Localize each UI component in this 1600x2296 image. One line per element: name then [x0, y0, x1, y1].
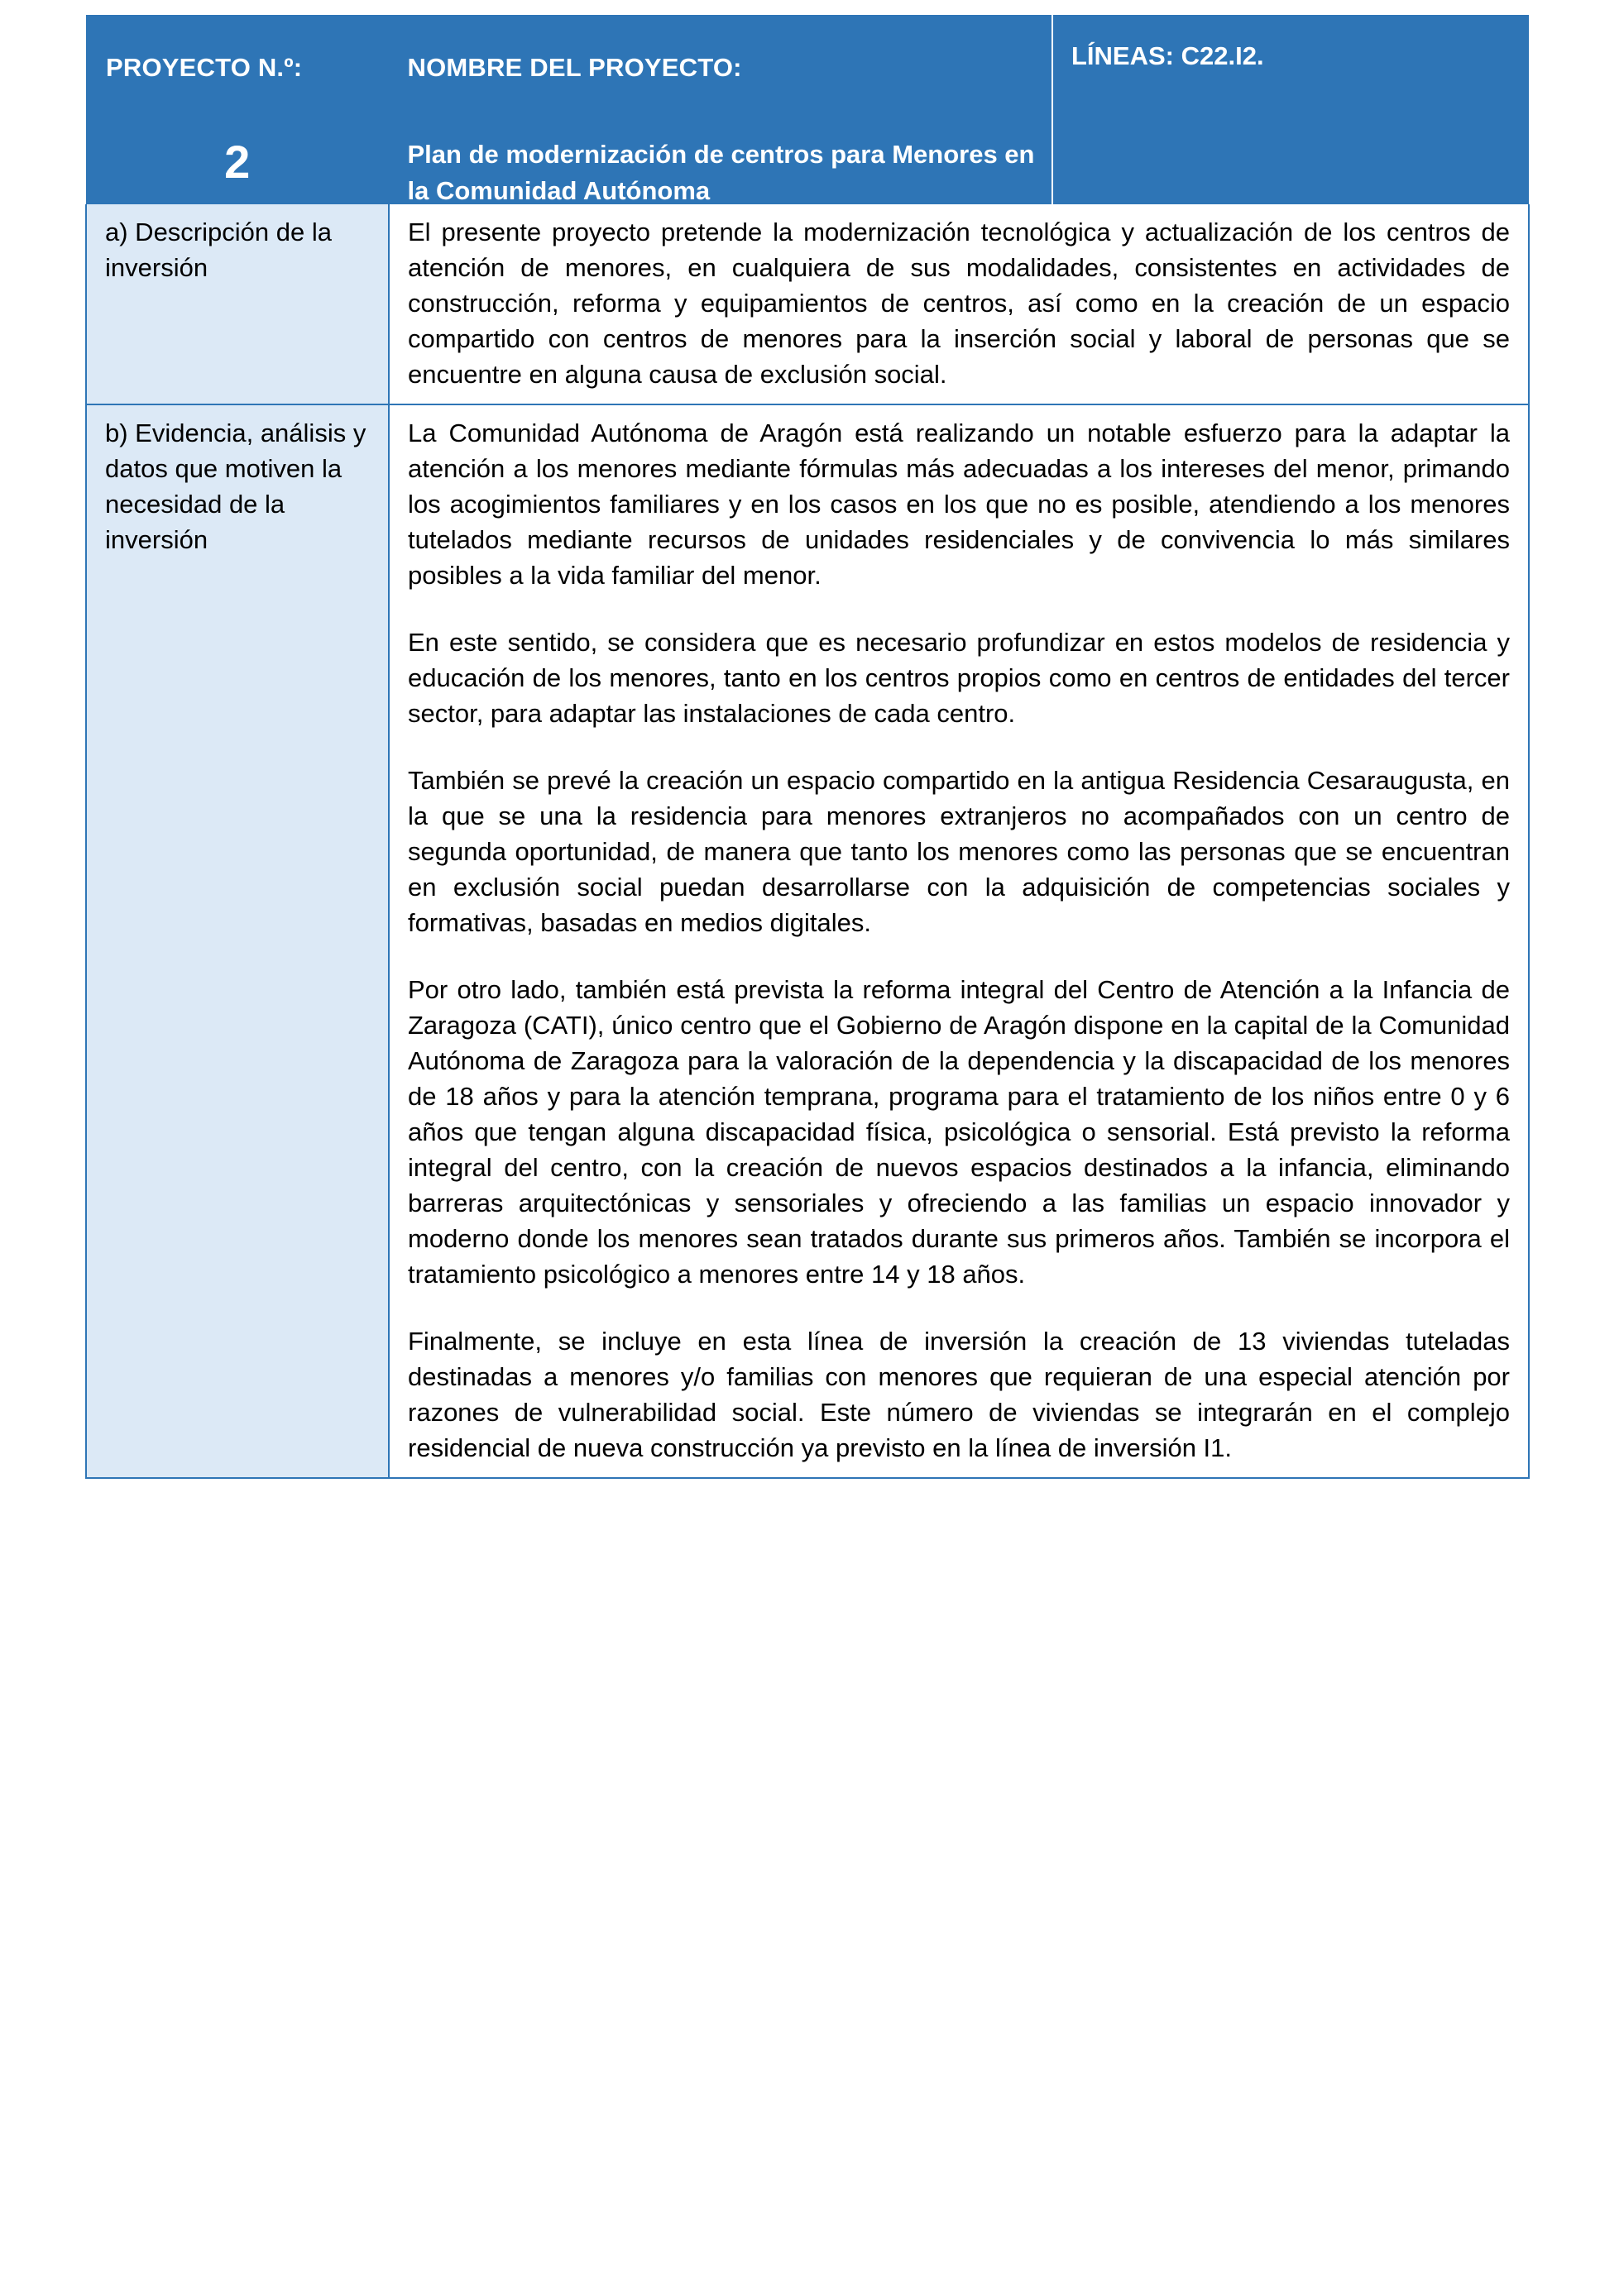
- project-name: Plan de modernización de centros para Menores en la Comunidad Autónoma: [407, 140, 1035, 205]
- evidence-label: b) Evidencia, análisis y datos que motiven la necesidad de la inversión: [86, 404, 389, 1478]
- description-label: a) Descripción de la inversión: [86, 204, 389, 404]
- description-paragraph: El presente proyecto pretende la modernización tecnológica y actualización de los centros de atención de menores, en cualquiera de sus modalidades, consistentes en actividades de construcción, reforma y equipamientos de centros, así como en la creación de un espacio compartido con centros de menores para la inserción social y laboral de personas que se encuentre en alguna causa de exclusión social.: [408, 218, 1510, 389]
- evidence-row: [86, 404, 1529, 1478]
- project-name-label: NOMBRE DEL PROYECTO:: [407, 53, 742, 82]
- lines-cell: [1052, 15, 1529, 204]
- description-row: [86, 204, 1529, 404]
- header-row: [86, 15, 1529, 204]
- evidence-paragraph-1: La Comunidad Autónoma de Aragón está realizando un notable esfuerzo para la adaptar la atención a los menores mediante fórmulas más adecuadas a los intereses del menor, primando los acogimientos familiares y en los casos en los que no es posible, atendiendo a los menores tutelados mediante recursos de unidades residenciales y de convivencia lo más similares posibles a la vida familiar del menor.: [408, 419, 1510, 590]
- lines-label: LÍNEAS: C22.I2.: [1071, 41, 1264, 70]
- evidence-text: [389, 404, 1529, 1478]
- evidence-paragraph-2: En este sentido, se considera que es necesario profundizar en estos modelos de residencia y educación de los menores, tanto en los centros propios como en centros de entidades del tercer sector, para adaptar las instalaciones de cada centro.: [408, 628, 1510, 728]
- project-name-cell: [389, 15, 1052, 204]
- description-text: [389, 204, 1529, 404]
- project-number-label: PROYECTO N.º:: [106, 53, 303, 82]
- evidence-paragraph-3: También se prevé la creación un espacio compartido en la antigua Residencia Cesaraugusta, en la que se una la residencia para menores extranjeros no acompañados con un centro de segunda oportunidad, de manera que tanto los menores como las personas que se encuentran en exclusión social puedan desarrollarse con la adquisición de competencias sociales y formativas, basadas en medios digitales.: [408, 766, 1510, 937]
- project-table: [85, 15, 1530, 1479]
- evidence-paragraph-4: Por otro lado, también está prevista la reforma integral del Centro de Atención a la Infancia de Zaragoza (CATI), único centro que el Gobierno de Aragón dispone en la capital de la Comunidad Autónoma de Zaragoza para la valoración de la dependencia y la discapacidad de los menores de 18 años y para la atención temprana, programa para el tratamiento de los niños entre 0 y 6 años que tengan alguna discapacidad física, psicológica o sensorial. Está previsto la reforma integral del centro, con la creación de nuevos espacios destinados a la infancia, eliminando barreras arquitectónicas y sensoriales y ofreciendo a las familias un espacio innovador y moderno donde los menores sean tratados durante sus primeros años. También se incorpora el tratamiento psicológico a menores entre 14 y 18 años.: [408, 975, 1510, 1289]
- project-number: 2: [224, 136, 251, 188]
- evidence-paragraph-5: Finalmente, se incluye en esta línea de inversión la creación de 13 viviendas tuteladas destinadas a menores y/o familias con menores que requieran de una especial atención por razones de vulnerabilidad social. Este número de viviendas se integrarán en el complejo residencial de nueva construcción ya previsto en la línea de inversión I1.: [408, 1327, 1510, 1462]
- project-number-cell: [86, 15, 389, 204]
